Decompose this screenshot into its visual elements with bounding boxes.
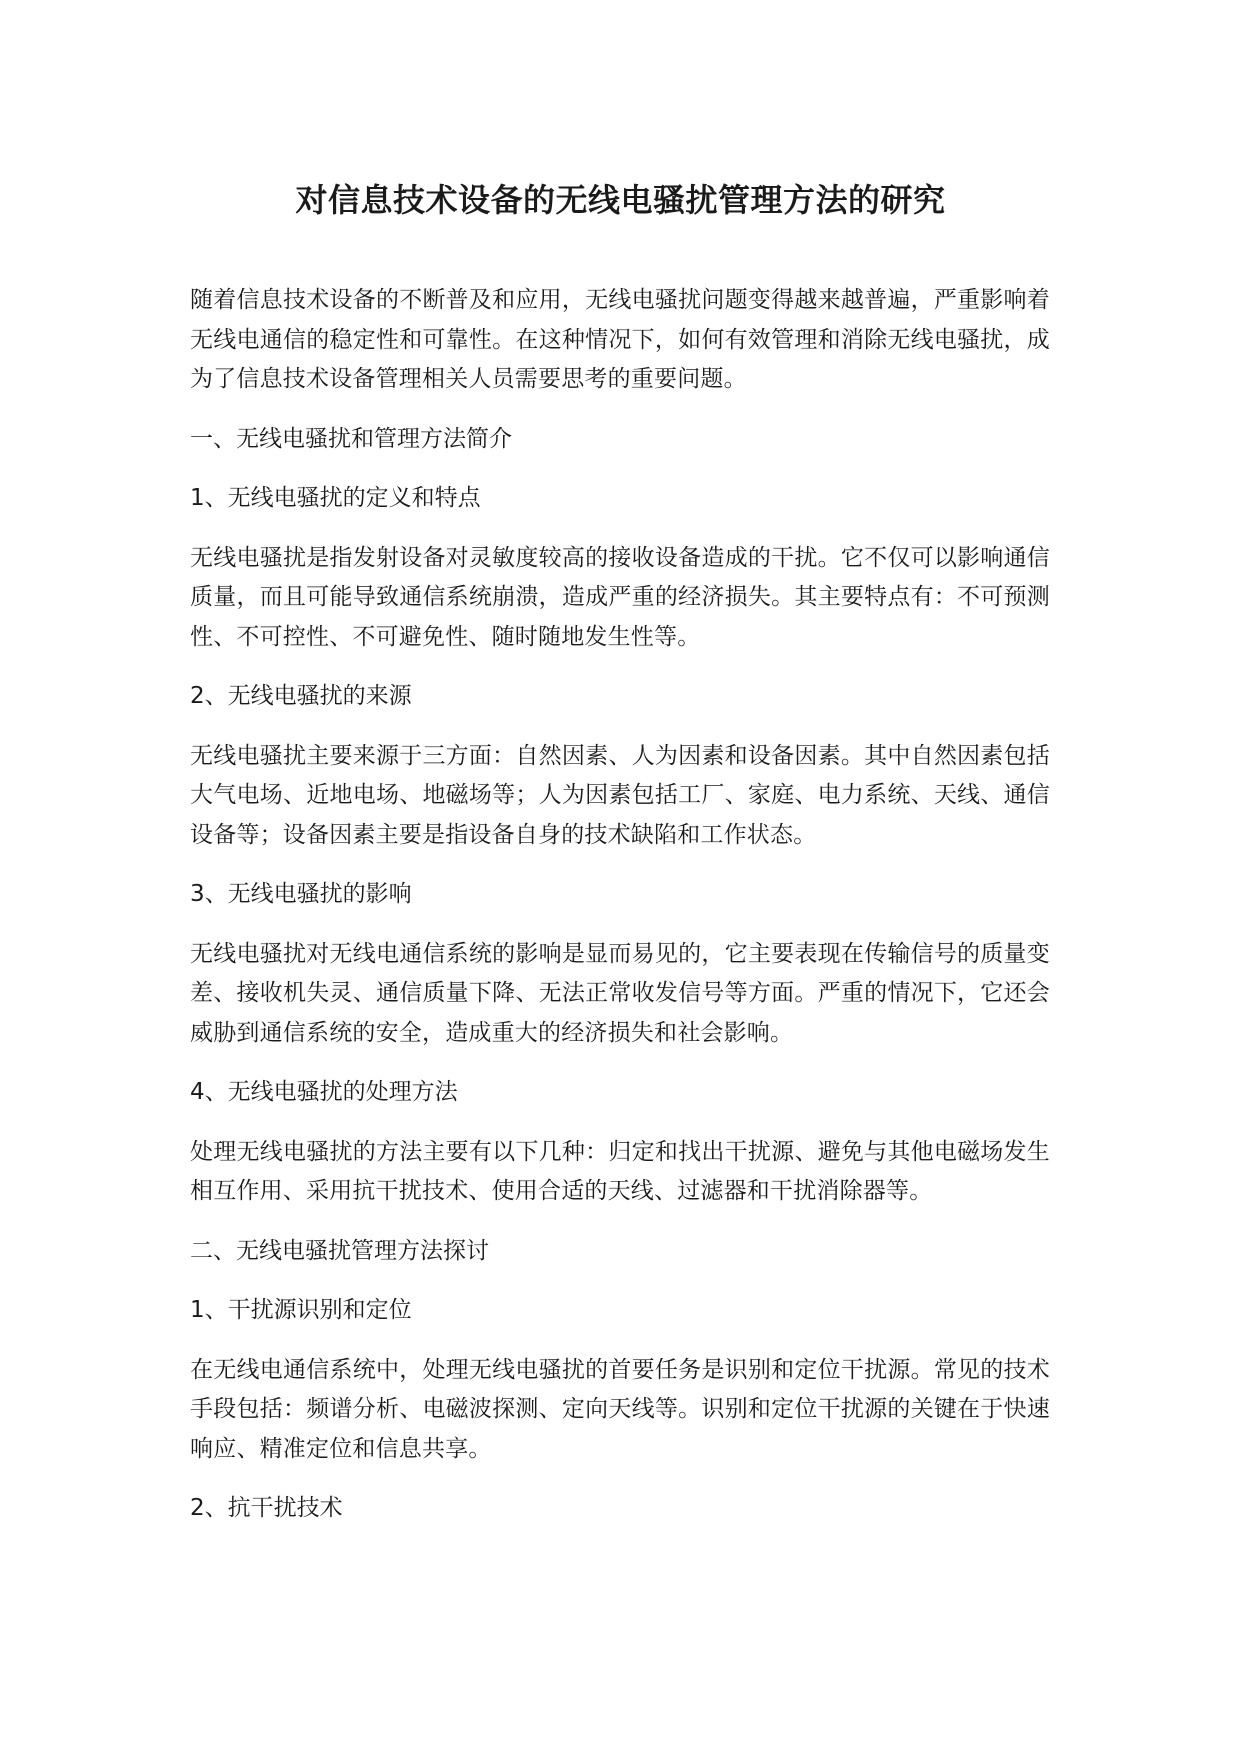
document-title: 对信息技术设备的无线电骚扰管理方法的研究	[295, 181, 946, 219]
subsection-heading-1-4: 4、无线电骚扰的处理方法	[190, 1079, 458, 1105]
intro-paragraph: 随着信息技术设备的不断普及和应用，无线电骚扰问题变得越来越普遍，严重影响着无线电通信的稳定性和可靠性。在这种情况下，如何有效管理和消除无线电骚扰，成为了信息技术设备管理相关人员需要思考的重要问题。	[190, 287, 1050, 392]
section-heading-2: 二、无线电骚扰管理方法探讨	[190, 1237, 489, 1264]
paragraph-impact: 无线电骚扰对无线电通信系统的影响是显而易见的，它主要表现在传输信号的质量变差、接收机失灵、通信质量下降、无法正常收发信号等方面。严重的情况下，它还会威胁到通信系统的安全，造成重大的经济损失和社会影响。	[190, 940, 1050, 1046]
subsection-heading-2-1: 1、干扰源识别和定位	[190, 1297, 412, 1323]
paragraph-identification: 在无线电通信系统中，处理无线电骚扰的首要任务是识别和定位干扰源。常见的技术手段包括：频谱分析、电磁波探测、定向天线等。识别和定位干扰源的关键在于快速响应、精准定位和信息共享。	[190, 1356, 1050, 1462]
paragraph-definition: 无线电骚扰是指发射设备对灵敏度较高的接收设备造成的干扰。它不仅可以影响通信质量，而且可能导致通信系统崩溃，造成严重的经济损失。其主要特点有：不可预测性、不可控性、不可避免性、随时随地发生性等。	[190, 544, 1050, 650]
subsection-heading-1-3: 3、无线电骚扰的影响	[190, 881, 412, 907]
subsection-heading-1-2: 2、无线电骚扰的来源	[190, 683, 412, 709]
paragraph-sources: 无线电骚扰主要来源于三方面：自然因素、人为因素和设备因素。其中自然因素包括大气电场、近地电场、地磁场等；人为因素包括工厂、家庭、电力系统、天线、通信设备等；设备因素主要是指设备自身的技术缺陷和工作状态。	[190, 742, 1050, 848]
paragraph-methods: 处理无线电骚扰的方法主要有以下几种：归定和找出干扰源、避免与其他电磁场发生相互作用、采用抗干扰技术、使用合适的天线、过滤器和干扰消除器等。	[190, 1138, 1050, 1204]
section-heading-1: 一、无线电骚扰和管理方法简介	[190, 425, 512, 452]
subsection-heading-1-1: 1、无线电骚扰的定义和特点	[190, 485, 481, 511]
subsection-heading-2-2: 2、抗干扰技术	[190, 1495, 343, 1521]
document-body	[190, 281, 1050, 1529]
